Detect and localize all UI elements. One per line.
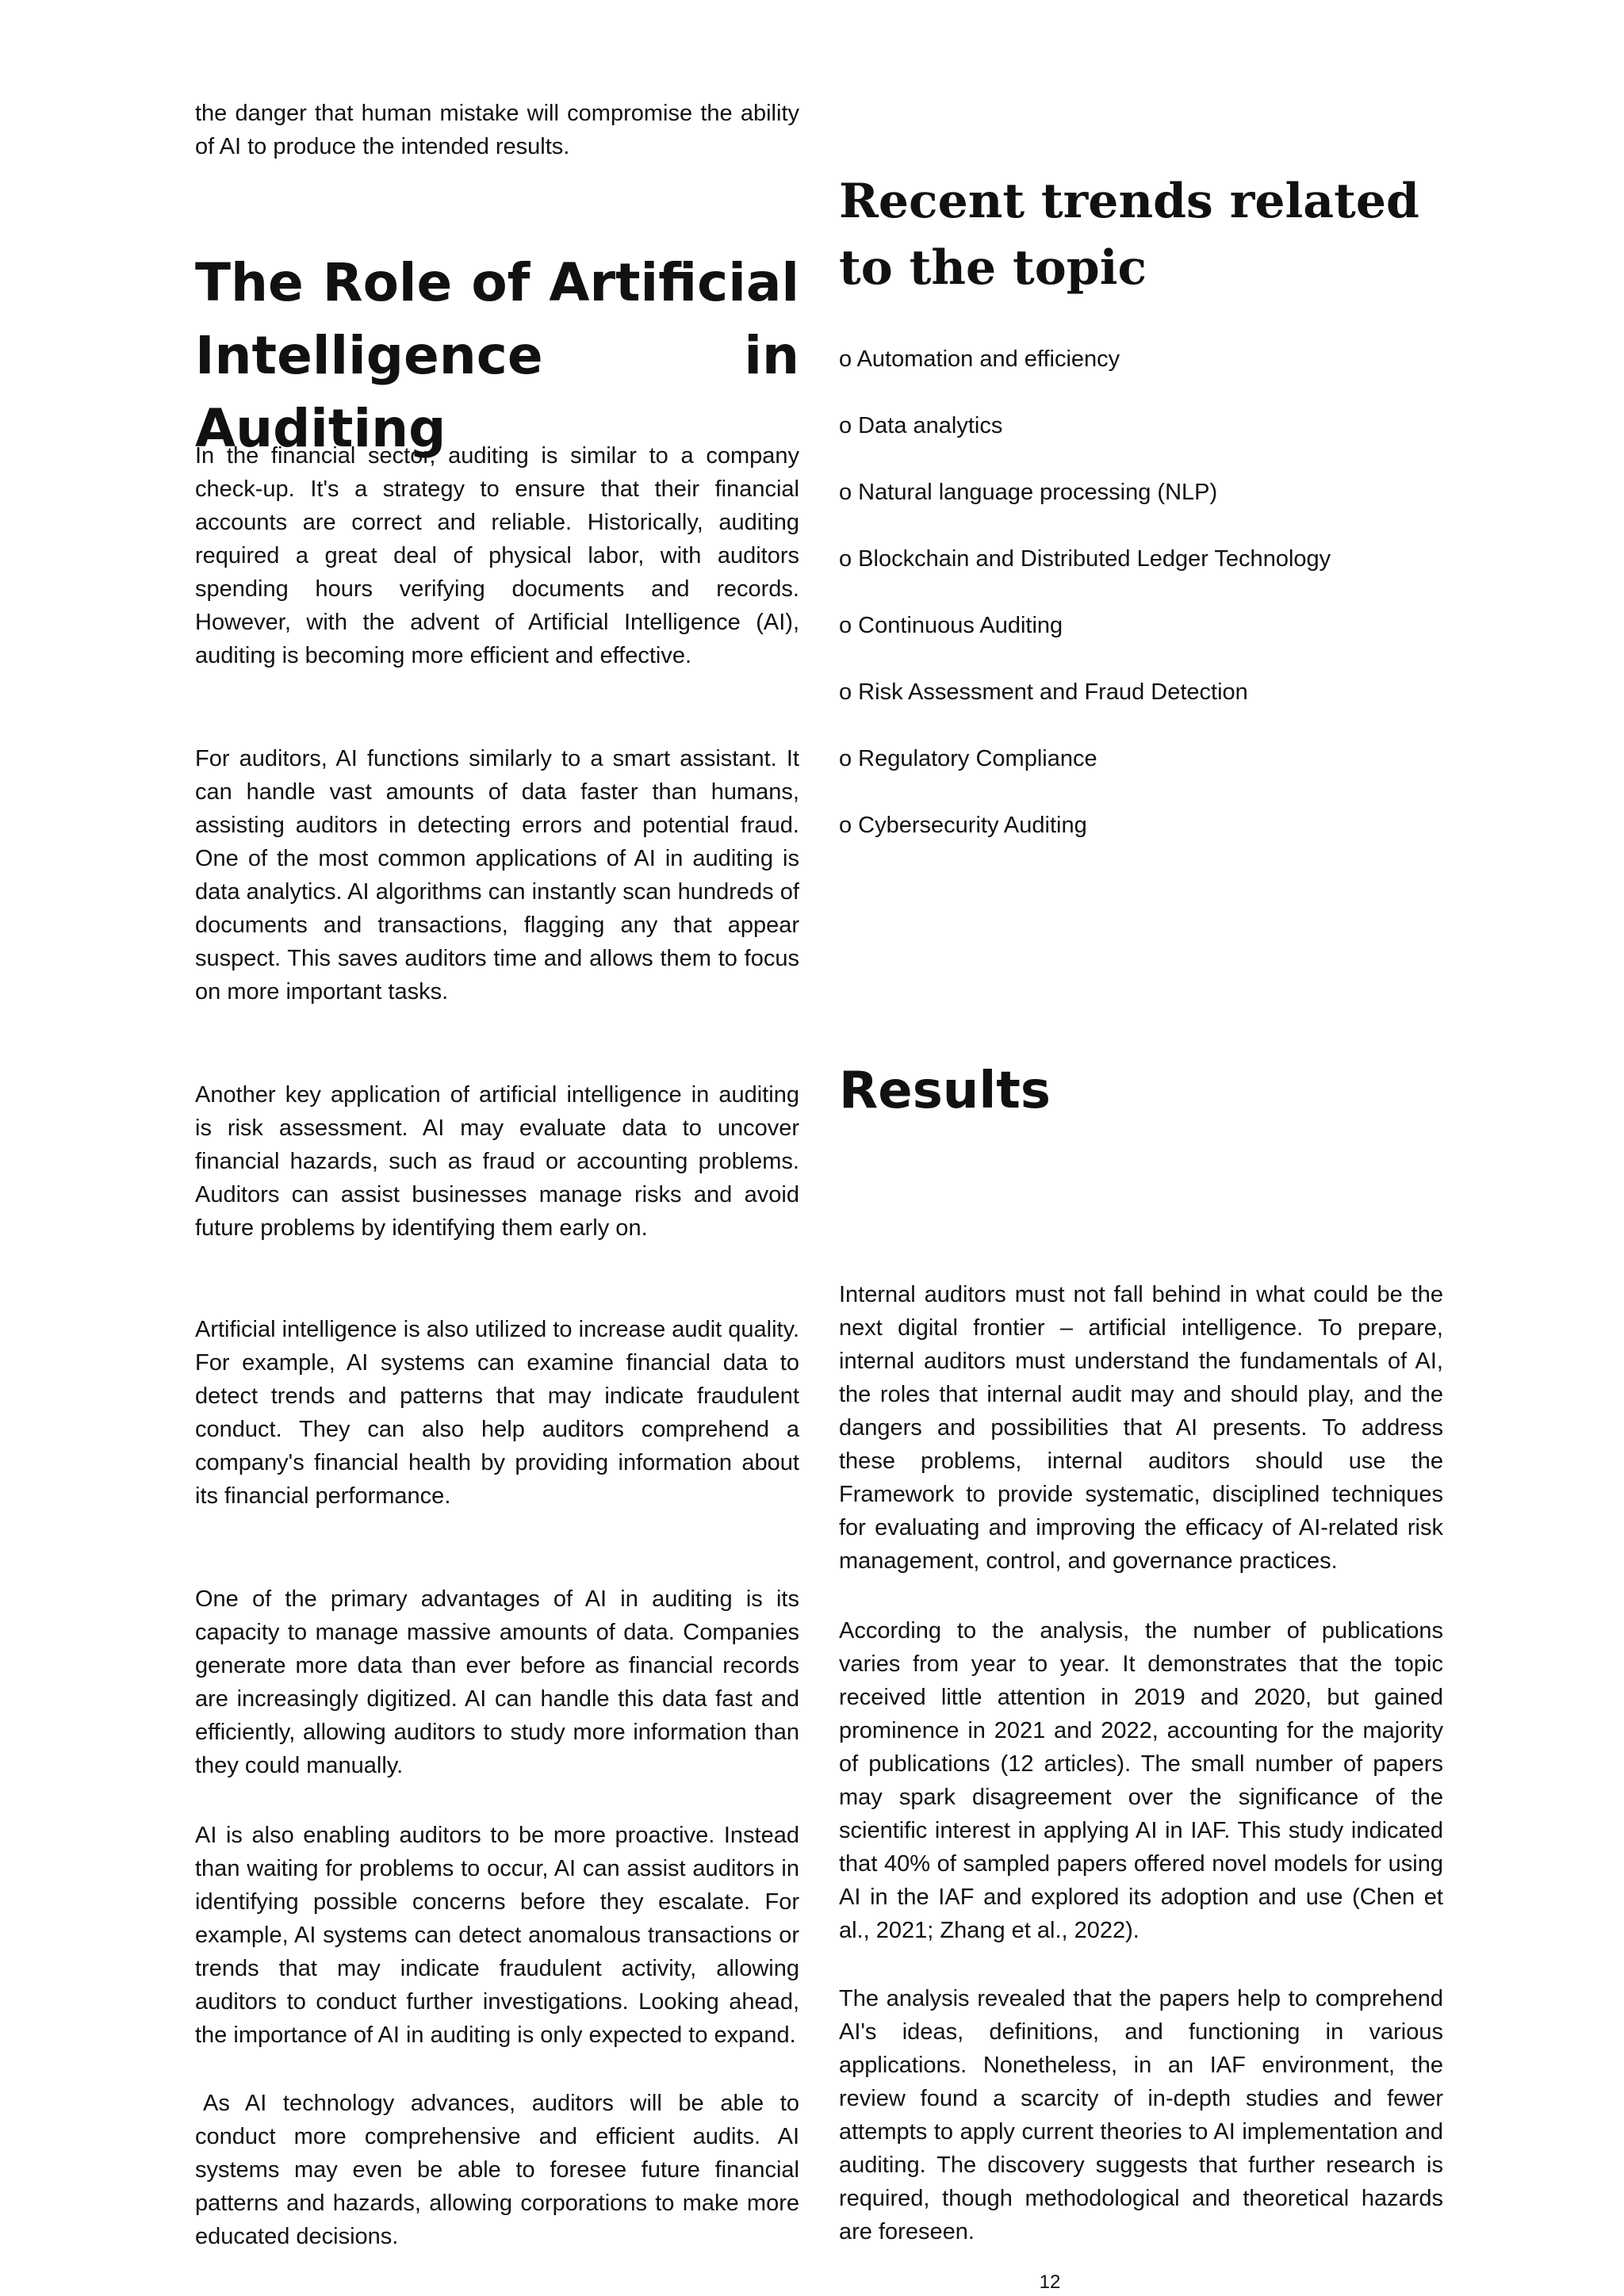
list-item: o Data analytics <box>839 413 1003 438</box>
paragraph-3: Another key application of artificial intelligence in auditing is risk assessment. AI may evaluate data to uncover financial hazards, such as fraud or accounting problems. Auditors can assist businesses manage risks and avoid future problems by identifying them early on. <box>195 1082 799 1241</box>
results-paragraph-1: Internal auditors must not fall behind in what could be the next digital frontier – artificial intelligence. To prepare, internal auditors must understand the fundamentals of AI, the roles that internal audit may and should play, and the dangers and possibilities that AI presents. To address these problems, internal auditors should use the Framework to provide systematic, disciplined techniques for evaluating and improving the efficacy of AI-related risk management, control, and governance practices. <box>839 1282 1443 1574</box>
list-item: o Natural language processing (NLP) <box>839 480 1218 505</box>
paragraph-1: In the financial sector, auditing is similar to a company check-up. It's a strategy to ensure that their financial accounts are correct and reliable. Historically, auditing required a great deal of physical labor, with auditors spending hours verifying documents and records. However, with the advent of Artificial Intelligence (AI), auditing is becoming more efficient and effective. <box>195 443 799 668</box>
list-item: o Risk Assessment and Fraud Detection <box>839 679 1248 705</box>
list-item: o Automation and efficiency <box>839 346 1120 372</box>
paragraph-5: One of the primary advantages of AI in auditing is its capacity to manage massive amounts of data. Companies generate more data than ever before as financial records are increasingly digitized. AI can handle this data fast and efficiently, allowing auditors to study more information than they could manually. <box>195 1586 799 1778</box>
list-item: o Continuous Auditing <box>839 613 1063 638</box>
intro-fragment: the danger that human mistake will compromise the ability of AI to produce the intended results. <box>195 101 799 159</box>
results-heading: Results <box>839 1062 1051 1120</box>
page-number: 12 <box>1039 2271 1061 2293</box>
paragraph-6: AI is also enabling auditors to be more proactive. Instead than waiting for problems to occur, AI can assist auditors in identifying possible concerns before they escalate. For example, AI systems can detect anomalous transactions or trends that may indicate fraudulent activity, allowing auditors to conduct further investigations. Looking ahead, the importance of AI in auditing is only expected to expand. <box>195 1823 799 2048</box>
list-item: o Blockchain and Distributed Ledger Technology <box>839 546 1331 572</box>
results-paragraph-2: According to the analysis, the number of publications varies from year to year. It demonstrates that the topic received little attention in 2019 and 2020, but gained prominence in 2021 and 2022, accounting for the majority of publications (12 articles). The small number of papers may spark disagreement over the significance of the scientific interest in applying AI in IAF. This study indicated that 40% of sampled papers offered novel models for using AI in the IAF and explored its adoption and use (Chen et al., 2021; Zhang et al., 2022). <box>839 1618 1443 1943</box>
list-item: o Regulatory Compliance <box>839 746 1097 771</box>
trends-heading: Recent trends related to the topic <box>839 174 1420 296</box>
section-heading-ai-auditing: The Role of Artificial Intelligence in Auditing <box>195 252 799 459</box>
paragraph-7: As AI technology advances, auditors will be able to conduct more comprehensive and efficient audits. AI systems may even be able to foresee future financial patterns and hazards, allowing corporations to make more educated decisions. <box>195 2091 799 2249</box>
results-paragraph-3: The analysis revealed that the papers help to comprehend AI's ideas, definitions, and functioning in various applications. Nonetheless, in an IAF environment, the review found a scarcity of in-depth studies and fewer attempts to apply current theories to AI implementation and auditing. The discovery suggests that further research is required, though methodological and theoretical hazards are foreseen. <box>839 1986 1443 2244</box>
list-item: o Cybersecurity Auditing <box>839 813 1087 838</box>
paragraph-2: For auditors, AI functions similarly to a smart assistant. It can handle vast amounts of data faster than humans, assisting auditors in detecting errors and potential fraud. One of the most common applications of AI in auditing is data analytics. AI algorithms can instantly scan hundreds of documents and transactions, flagging any that appear suspect. This saves auditors time and allows them to focus on more important tasks. <box>195 746 799 1004</box>
paragraph-4: Artificial intelligence is also utilized to increase audit quality. For example, AI systems can examine financial data to detect trends and patterns that may indicate fraudulent conduct. They can also help auditors comprehend a company's financial health by providing information about its financial performance. <box>195 1317 799 1509</box>
